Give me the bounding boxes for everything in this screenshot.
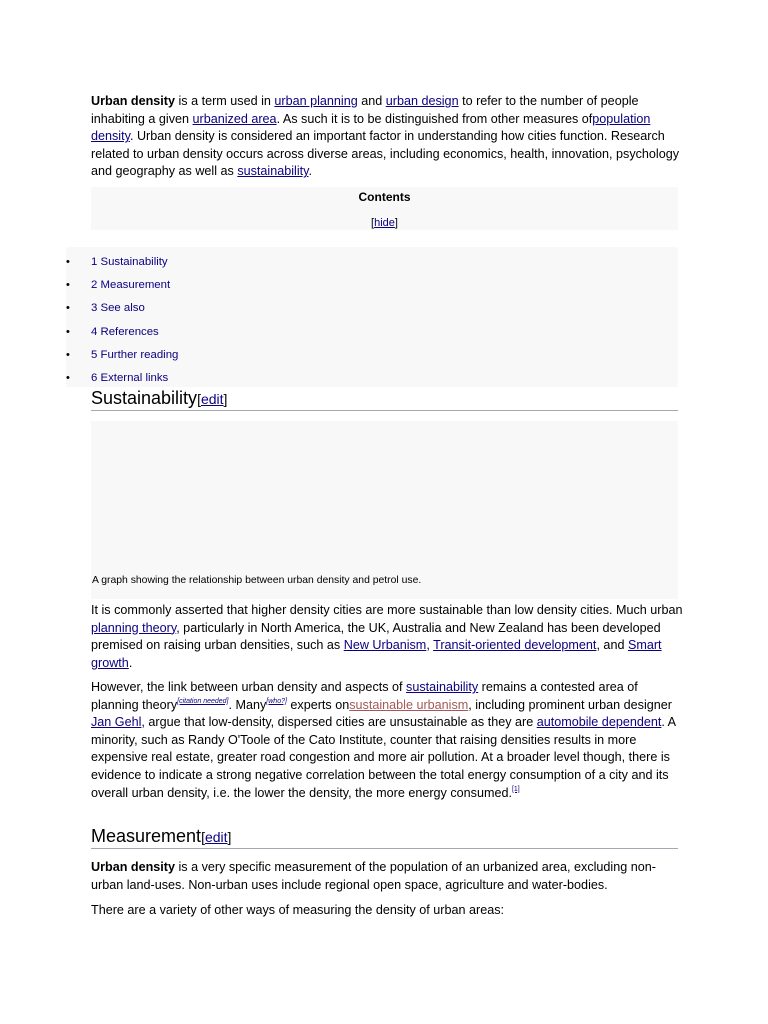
link-sustainable-urbanism[interactable]: sustainable urbanism [349,697,469,712]
density-petrol-figure [91,421,678,599]
link-population-density[interactable]: population density [91,111,651,144]
link-planning-theory[interactable]: planning theory [91,620,177,635]
edit-section-sustainability: [edit] [197,391,228,407]
toc-title: Contents [358,190,411,204]
reference-link-1[interactable]: [1] [511,785,520,793]
who-link[interactable]: [who?] [266,697,287,705]
citation-needed-link[interactable]: [citation needed] [177,697,229,705]
link-urban-planning[interactable]: urban planning [274,94,358,108]
bullet-icon: • [66,372,70,384]
link-sustainability[interactable]: sustainability [237,164,309,179]
edit-link[interactable]: edit [200,391,224,407]
sustainability-heading: Sustainability[edit] [91,387,678,411]
edit-link[interactable]: edit [204,829,228,845]
bullet-icon: • [66,256,70,268]
intro-paragraph: Urban density is a term used in urban planning and urban design to refer to the number of people inhabiting a given urbanized area. As such it is to be distinguished from other measures ofpopulation density. Urban density is considered an important factor in understanding how cities function. Research related to urban density occurs across diverse areas, including economics, health, innovation, psychology and geography as well as sustainability. [91,94,680,179]
toc-hide-toggle: [hide] [371,217,398,229]
link-urban-design[interactable]: urban design [385,94,459,108]
link-jan-gehl[interactable]: Jan Gehl [91,715,142,730]
measurement-heading: Measurement[edit] [91,825,678,849]
bullet-icon: • [66,302,70,314]
toc-hide-link[interactable]: hide [374,217,395,229]
citation-needed-note [177,698,228,705]
edit-section-measurement: [edit] [201,829,232,845]
bullet-icon: • [66,326,70,338]
link-automobile-dependent[interactable]: automobile dependent [536,715,662,730]
reference-note [512,786,520,793]
link-new-urbanism[interactable]: New Urbanism [343,638,427,653]
sustainability-paragraph-2: However, the link between urban density and aspects of sustainability remains a contested area of planning theory[citation needed]. Many[who?] experts onsustainable urbanism, including prominent urban designer Jan Gehl, argue that low-density, dispersed cities are unsustainable as they are automobile dependent. A minority, such as Randy O'Toole of the Cato Institute, counter that raising densities results in more expensive real estate, greater road congestion and more air pollution. At a broader level though, there is evidence to indicate a strong negative correlation between the total energy consumption of a city and its overall urban density, i.e. the lower the density, the more energy consumed.[1] [91,680,676,800]
link-sustainability-2[interactable]: sustainability [406,680,479,694]
bullet-icon: • [66,279,70,291]
who-note [266,698,287,705]
bullet-icon: • [66,349,70,361]
measurement-paragraph-1: Urban density is a very specific measurement of the population of an urbanized area, excluding non-urban land-uses. Non-urban uses include regional open space, agriculture and water-bodies. [91,860,656,892]
link-smart-growth[interactable]: Smart growth [91,638,662,670]
link-transit-oriented-development[interactable]: Transit-oriented development [433,638,597,653]
toc-list: • 1 Sustainability • 2 Measurement • 3 See also • 4 References • 5 Further reading • 6 External links [66,247,678,387]
intro-term: Urban density [91,94,175,108]
toc-header [91,187,678,230]
sustainability-paragraph-1: It is commonly asserted that higher density cities are more sustainable than low density cities. Much urban planning theory, particularly in North America, the UK, Australia and New Zealand has been developed premised on raising urban densities, such as New Urbanism, Transit-oriented development, and Smart growth. [91,603,683,670]
figure-caption: A graph showing the relationship between urban density and petrol use. [92,575,422,586]
link-urbanized-area[interactable]: urbanized area [192,111,277,126]
measurement-term: Urban density [91,860,175,874]
measurement-paragraph-2: There are a variety of other ways of measuring the density of urban areas: [91,903,505,917]
